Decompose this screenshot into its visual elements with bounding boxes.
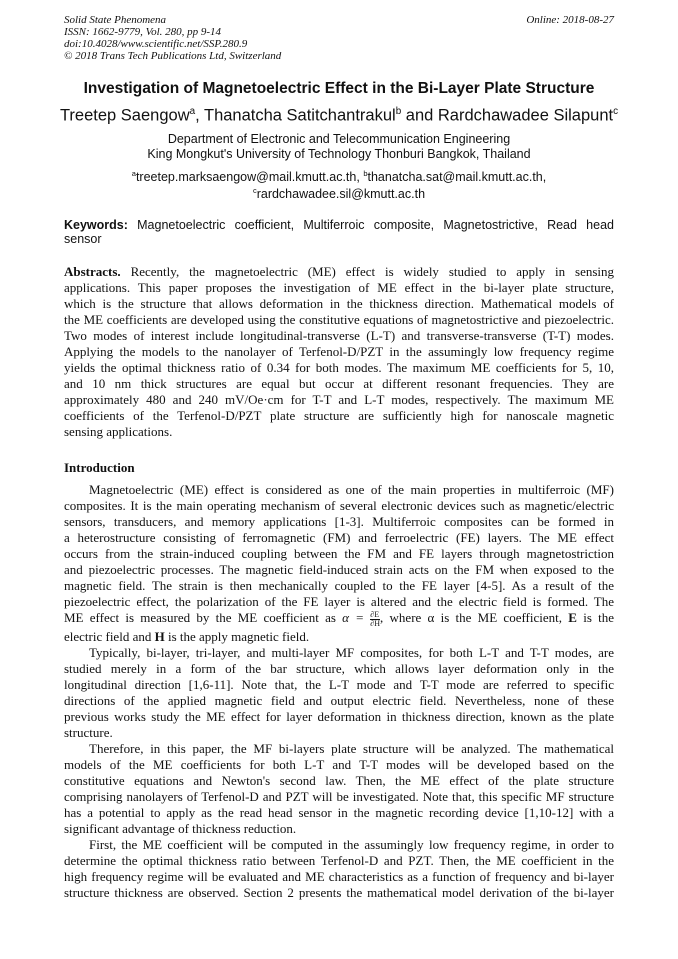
line-text: constitutive equations and Newton's second law. Then, the ME effect of the plate structure xyxy=(64,773,614,788)
text-line xyxy=(64,408,614,424)
line-text: piezoelectric effect, the polarization of the FE layer is altered and the electric field is formed. The xyxy=(64,594,614,609)
text-line xyxy=(64,312,614,328)
author-sep: and xyxy=(401,106,438,125)
equation-line xyxy=(64,610,614,626)
text-line xyxy=(64,725,614,741)
line-text: Typically, bi-layer, tri-layer, and multi-layer MF composites, for both L-T and T-T modes, are xyxy=(89,645,614,660)
line-text: structure. xyxy=(64,725,113,740)
journal-header xyxy=(64,14,614,62)
line-text: sensing applications. xyxy=(64,424,173,439)
text-line xyxy=(64,757,614,773)
symbol-h: H xyxy=(154,629,165,644)
copyright: © 2018 Trans Tech Publications Ltd, Switzerland xyxy=(64,50,282,62)
line-text: Recently, the magnetoelectric (ME) effect is widely studied to apply in sensing xyxy=(130,264,615,279)
line-text: Two modes of interest include longitudinal-transverse (L-T) and transverse-transverse (T-T) modes. xyxy=(64,328,614,343)
text-line xyxy=(64,837,614,853)
line-text: magnetic field. The strain is then mechanically coupled to the FE layer [4-5]. As a result of the xyxy=(64,578,614,593)
paragraph xyxy=(64,482,614,610)
author: Treetep Saengow xyxy=(59,106,190,125)
text: , where α is the ME coefficient, xyxy=(380,610,563,625)
line-text: which is the structure that allows deformation in the thickness direction. Mathematical models of xyxy=(64,296,614,311)
text-line xyxy=(64,741,614,757)
paragraph xyxy=(64,645,614,741)
line-text: approximately 480 and 240 mV/Oe·cm for T-T and L-T modes, respectively. The maximum ME xyxy=(64,392,614,407)
line-text: Applying the models to the nanolayer of Terfenol-D/PZT in the assumingly low frequency regime xyxy=(64,344,614,359)
line-text: yields the optimal thickness ratio of 0.34 for both modes. The maximum ME coefficients for 5, 10, xyxy=(64,360,614,375)
email[interactable]: rardchawadee.sil@kmutt.ac.th xyxy=(256,187,426,202)
keywords-text: Magnetoelectric coefficient, Multiferroic composite, Magnetostrictive, Read head sensor xyxy=(64,218,614,246)
author: Thanatcha Satitchantrakul xyxy=(203,106,396,125)
journal-name: Solid State Phenomena xyxy=(64,14,167,26)
text-line xyxy=(64,594,614,610)
introduction-body xyxy=(64,482,614,901)
text-line xyxy=(64,514,614,530)
email-mark: c xyxy=(252,186,257,196)
affiliation xyxy=(0,132,678,162)
line-text: and piezoelectric processes. The magnetic field-induced strain acts on the FM when exposed to the xyxy=(64,562,614,577)
text-line xyxy=(64,629,614,645)
text-line xyxy=(64,661,614,677)
text-line xyxy=(64,280,614,296)
section-heading-introduction: Introduction xyxy=(64,460,135,475)
line-text: composites. It is the main operating mechanism of several electronic devices such as magnetic/electric xyxy=(64,498,614,513)
text-line xyxy=(64,296,614,312)
line-text: significant advantage of thickness reduction. xyxy=(64,821,297,836)
text-line xyxy=(64,853,614,869)
email-mark: b xyxy=(363,169,368,178)
line-text: Magnetoelectric (ME) effect is considered as one of the main properties in multiferroic (MF) xyxy=(89,482,614,497)
online-date: Online: 2018-08-27 xyxy=(526,14,614,26)
text-line xyxy=(64,885,614,901)
line-text: structure thickness are observed. Section 2 presents the mathematical model derivation of the bi-layer xyxy=(64,885,614,900)
line-text: coefficients of the Terfenol-D/PZT plate structure are sufficiently high for nanoscale magnetic xyxy=(64,408,614,423)
text-line xyxy=(64,677,614,693)
line-text: studied merely in a form of the bar structure, which allows layer deformation only in the xyxy=(64,661,614,676)
line-text: high frequency regime will be evaluated and ME characteristics as a function of frequency and bi-layer xyxy=(64,869,614,884)
paragraph xyxy=(64,741,614,837)
text-line xyxy=(64,344,614,360)
abstract xyxy=(64,264,614,440)
author-mark: a xyxy=(189,106,196,117)
text: ME effect is measured by the ME coefficient as xyxy=(64,610,336,625)
author: Rardchawadee Silapunt xyxy=(437,106,614,125)
fraction xyxy=(370,611,380,628)
email-mark: a xyxy=(131,169,136,178)
text-line xyxy=(64,578,614,594)
line-text: previous works study the ME effect for layer deformation in thickness direction, known as the plate xyxy=(64,709,614,724)
text-line xyxy=(64,789,614,805)
paragraph xyxy=(64,837,614,901)
author-mark: b xyxy=(395,106,402,117)
line-text: longitudinal direction [1,6-11]. Note that, the L-T mode and T-T mode are referred to specific xyxy=(64,677,614,692)
text-line xyxy=(64,264,614,280)
keywords xyxy=(64,218,614,246)
authors xyxy=(0,106,678,126)
author-sep: , xyxy=(195,106,204,125)
fraction-denominator: ∂H xyxy=(370,618,381,628)
text-line xyxy=(64,645,614,661)
author-mark: c xyxy=(613,106,619,117)
line-text: comprising nanolayers of Terfenol-D and PZT will be investigated. Note that, this specific MF structure xyxy=(64,789,614,804)
abstract-label: Abstracts. xyxy=(64,264,121,279)
line-text: Therefore, in this paper, the MF bi-layers plate structure will be analyzed. The mathematical xyxy=(89,741,614,756)
fraction-numerator: ∂E xyxy=(370,609,380,619)
text-line xyxy=(64,869,614,885)
text-line xyxy=(64,530,614,546)
doi: doi:10.4028/www.scientific.net/SSP.280.9 xyxy=(64,38,248,50)
line-text: determine the optimal thickness ratio between Terfenol-D and PZT. Then, the ME coefficient in the xyxy=(64,853,614,868)
text: is the xyxy=(583,610,615,625)
text-line xyxy=(64,376,614,392)
department: Department of Electronic and Telecommunication Engineering xyxy=(167,132,511,146)
line-text: models of the ME coefficients for both L-T and T-T modes will be developed based on the xyxy=(64,757,614,772)
line-text: occurs from the strain-induced coupling between the FM and FE layers through magnetostriction xyxy=(64,546,614,561)
line-text: sensors, transducers, and memory applications [1-3]. Multiferroic composites can be formed in xyxy=(64,514,614,529)
emails xyxy=(0,167,678,201)
symbol-e: E xyxy=(568,610,577,625)
text-line xyxy=(64,821,614,837)
text-line xyxy=(64,482,614,498)
text-line xyxy=(64,562,614,578)
university: King Mongkut's University of Technology Thonburi Bangkok, Thailand xyxy=(147,147,531,161)
text-line xyxy=(64,424,614,440)
text-line xyxy=(64,805,614,821)
text-line xyxy=(64,360,614,376)
text-line xyxy=(64,546,614,562)
line-text: has a potential to apply as the read head sensor in the magnetic recording device [1,10-12] with a xyxy=(64,805,614,820)
text-line xyxy=(64,709,614,725)
text-line xyxy=(64,328,614,344)
line-text: directions of the applied magnetic field and output electric field. Nevertheless, none of these xyxy=(64,693,614,708)
issn: ISSN: 1662-9779, Vol. 280, pp 9-14 xyxy=(64,26,222,38)
paper-title: Investigation of Magnetoelectric Effect in the Bi-Layer Plate Structure xyxy=(83,80,595,97)
line-text: First, the ME coefficient will be computed in the assumingly low frequency regime, in order to xyxy=(89,837,614,852)
text: is the apply magnetic field. xyxy=(167,629,310,644)
text-line xyxy=(64,392,614,408)
email[interactable]: treetep.marksaengow@mail.kmutt.ac.th, xyxy=(135,170,360,185)
text-line xyxy=(64,693,614,709)
text: electric field and xyxy=(64,629,152,644)
alpha-symbol: α = xyxy=(342,610,365,625)
text-line xyxy=(64,498,614,514)
line-text: a heterostructure consisting of ferromagnetic (FM) and ferroelectric (FE) layers. The ME effect xyxy=(64,530,614,545)
text-line xyxy=(64,773,614,789)
line-text: and 10 nm thick structures are equal but occur at different resonant frequencies. They are xyxy=(64,376,614,391)
line-text: the ME coefficients are developed using the constitutive equations of magnetostrictive and piezoelectric. xyxy=(64,312,614,327)
keywords-label: Keywords: xyxy=(64,218,128,232)
email[interactable]: thanatcha.sat@mail.kmutt.ac.th, xyxy=(367,170,547,185)
line-text: applications. This paper proposes the investigation of ME effect in the bi-layer plate structure, xyxy=(64,280,614,295)
